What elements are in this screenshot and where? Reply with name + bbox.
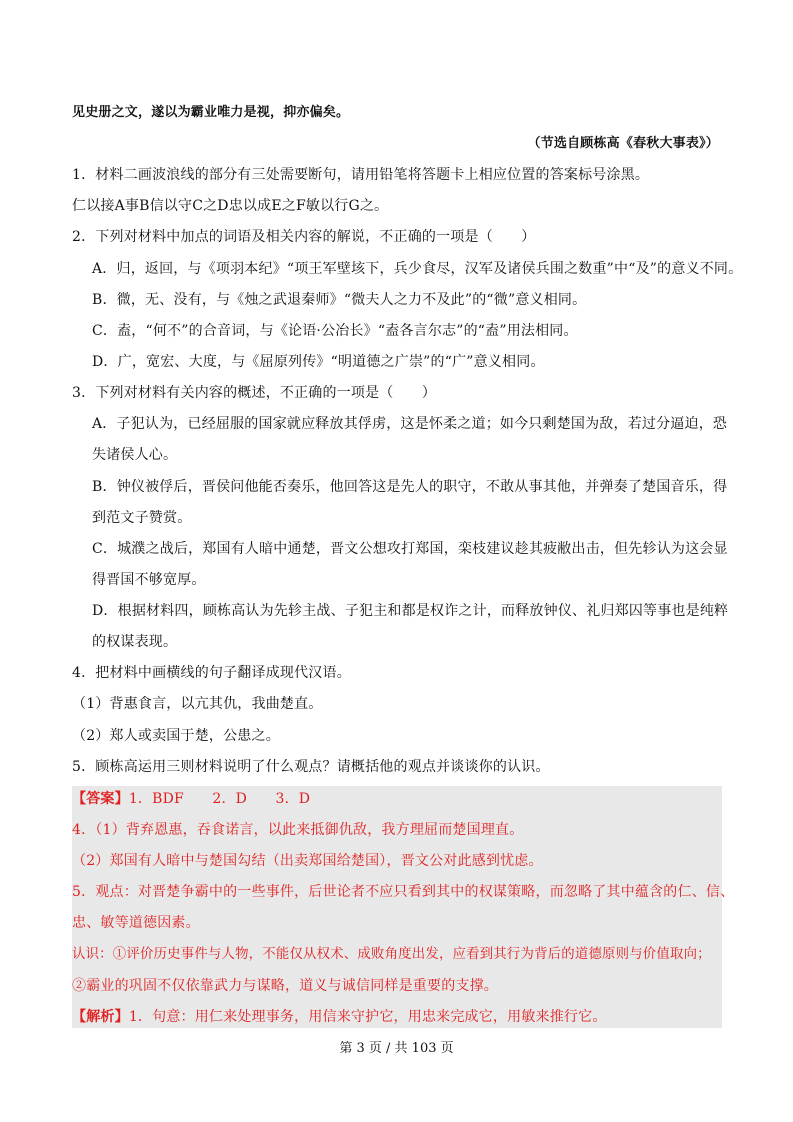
q3-option-a-line1: A．子犯认为，已经屈服的国家就应释放其俘虏，这是怀柔之道；如今只剩楚国为敌，若过分逼迫，恐 [92, 416, 728, 432]
answer-q123: 1．BDF 2．D 3．D [128, 791, 311, 807]
q4-item-2: （2）郑人或卖国于楚，公患之。 [72, 728, 280, 744]
q2-option-b: B．微，无、没有，与《烛之武退秦师》“微夫人之力不及此”的“微”意义相同。 [92, 292, 587, 308]
answer-q5-opinion-1: 认识：①评价历史事件与人物，不能仅从权术、成败角度出发，应看到其行为背后的道德原则与价值取向； [72, 947, 711, 962]
passage-tail-line: 见史册之文，遂以为霸业唯力是视，抑亦偏矣。 [72, 105, 350, 120]
answer-q5-view-1: 5．观点：对晋楚争霸中的一些事件，后世论者不应只看到其中的权谋策略，而忽略了其中蕴含的仁、信、 [72, 884, 735, 900]
answer-row-1 [72, 789, 310, 809]
answer-q4-1: 4．（1）背弃恩惠，吞食诺言，以此来抵御仇敌，我方理屈而楚国理直。 [72, 822, 524, 838]
q3-option-b-line1: B．钟仪被俘后，晋侯问他能否奏乐，他回答这是先人的职守，不敢从事其他，并弹奏了楚国音乐，得 [92, 479, 728, 495]
q3-option-a-line2: 失诸侯人心。 [92, 447, 178, 463]
q2-option-d: D．广，宽宏、大度，与《屈原列传》“明道德之广崇”的“广”意义相同。 [92, 354, 545, 370]
q3-option-c-line2: 得晋国不够宽厚。 [92, 572, 206, 588]
q3-option-b-line2: 到范文子赞赏。 [92, 510, 192, 526]
answer-q5-opinion-2: ②霸业的巩固不仅依靠武力与谋略，道义与诚信同样是重要的支撑。 [72, 978, 498, 994]
q4-item-1: （1）背惠食言，以亢其仇，我曲楚直。 [72, 696, 323, 712]
q5-stem: 5．顾栋高运用三则材料说明了什么观点？请概括他的观点并谈谈你的认识。 [72, 759, 550, 775]
q2-option-a: A．归，返回，与《项羽本纪》“项王军壁垓下，兵少食尽，汉军及诸侯兵围之数重”中“及”的意义不同。 [92, 261, 743, 277]
q2-stem: 2．下列对材料中加点的词语及相关内容的解说，不正确的一项是（ ） [72, 229, 536, 245]
answer-q5-view-2: 忠、敏等道德因素。 [72, 915, 200, 931]
analysis-row [72, 1007, 607, 1027]
q1-stem: 1．材料二画波浪线的部分有三处需要断句，请用铅笔将答题卡上相应位置的答案标号涂黑。 [72, 167, 650, 183]
answer-q4-2: （2）郑国有人暗中与楚国勾结（出卖郑国给楚国），晋文公对此感到忧虑。 [72, 853, 543, 869]
q3-option-d-line1: D．根据材料四，顾栋高认为先轸主战、子犯主和都是权诈之计，而释放钟仪、礼归郑囚等事也是纯粹 [92, 603, 729, 619]
q3-option-c-line1: C．城濮之战后，郑国有人暗中通楚，晋文公想攻打郑国，栾枝建议趁其疲敝出击，但先轸认为这会显 [92, 541, 728, 557]
analysis-text: 1．句意：用仁来处理事务，用信来守护它，用忠来完成它，用敏来推行它。 [128, 1009, 607, 1025]
q1-text: 仁以接A事B信以守C之D忠以成E之F敏以行G之。 [72, 198, 389, 214]
q2-option-c: C．盍，“何不”的合音词，与《论语·公冶长》“盍各言尔志”的“盍”用法相同。 [92, 323, 578, 339]
analysis-label: 【解析】 [72, 1009, 129, 1025]
q3-stem: 3．下列对材料有关内容的概述，不正确的一项是（ ） [72, 385, 437, 401]
q3-option-d-line2: 的权谋表现。 [92, 634, 178, 650]
answer-label: 【答案】 [72, 791, 129, 807]
page-footer: 第 3 页 / 共 103 页 [339, 1041, 454, 1056]
passage-source: （节选自顾栋高《春秋大事表》） [527, 136, 719, 151]
q4-stem: 4．把材料中画横线的句子翻译成现代汉语。 [72, 665, 351, 681]
